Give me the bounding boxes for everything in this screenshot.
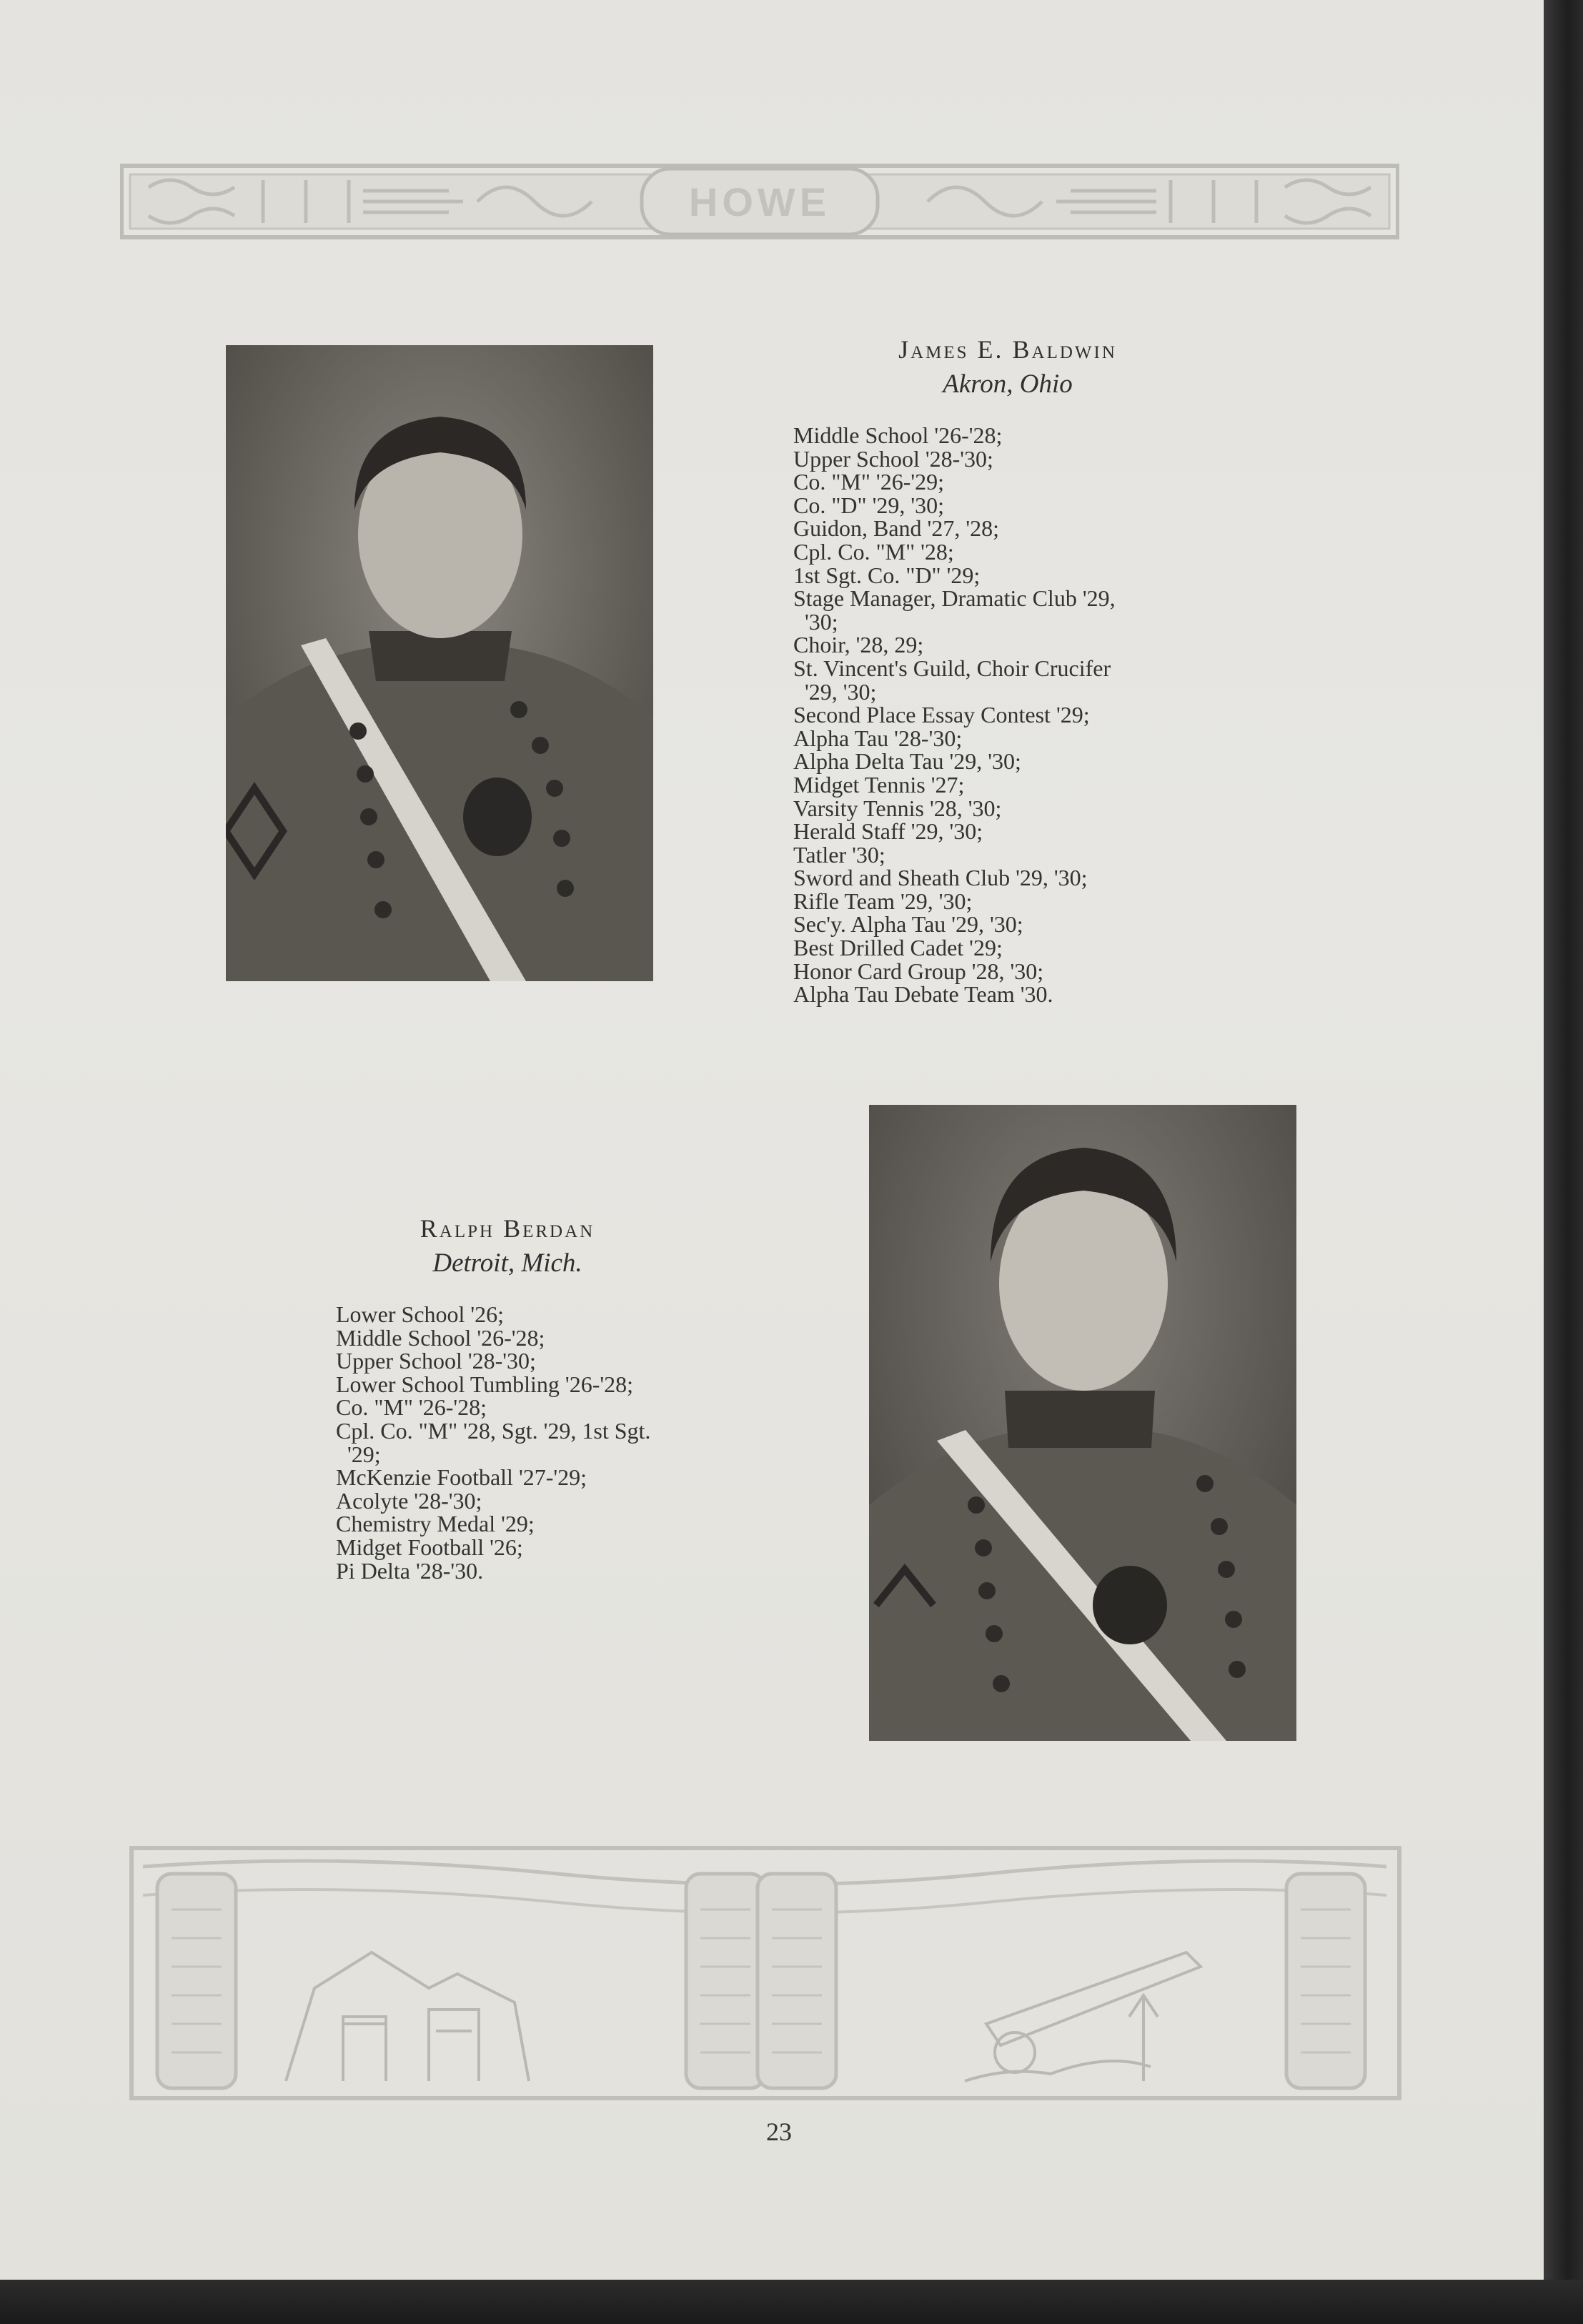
activity-item: Lower School Tumbling '26-'28;	[336, 1371, 633, 1397]
activity-item: '29;	[336, 1441, 381, 1467]
activity-item: Honor Card Group '28, '30;	[793, 958, 1044, 984]
entry-baldwin	[793, 334, 1294, 1006]
entry-berdan	[336, 1213, 793, 1582]
activity-item: Pi Delta '28-'30.	[336, 1557, 484, 1584]
activity-item: Co. "M" '26-'29;	[793, 469, 944, 495]
activity-item: Sword and Sheath Club '29, '30;	[793, 865, 1088, 891]
student-name: James E. Baldwin	[898, 335, 1117, 364]
activity-item: McKenzie Football '27-'29;	[336, 1464, 587, 1491]
activity-item: 1st Sgt. Co. "D" '29;	[793, 562, 981, 588]
activity-item: Alpha Tau '28-'30;	[793, 725, 963, 751]
scan-edge-bottom	[0, 2280, 1583, 2324]
activity-item: Second Place Essay Contest '29;	[793, 702, 1090, 728]
activity-item: Acolyte '28-'30;	[336, 1487, 482, 1514]
activity-item: Best Drilled Cadet '29;	[793, 935, 1003, 961]
page-number: 23	[766, 2117, 792, 2146]
activity-item: Stage Manager, Dramatic Club '29,	[793, 585, 1116, 612]
activity-item: Middle School '26-'28;	[793, 422, 1003, 448]
student-hometown: Detroit, Mich.	[432, 1248, 582, 1278]
activity-item: Middle School '26-'28;	[336, 1324, 545, 1351]
activity-item: Alpha Delta Tau '29, '30;	[793, 748, 1021, 775]
activity-item: '30;	[793, 608, 838, 635]
activity-item: Cpl. Co. "M" '28;	[793, 538, 954, 565]
activity-item: Varsity Tennis '28, '30;	[793, 795, 1002, 821]
activity-item: Rifle Team '29, '30;	[793, 888, 973, 914]
activity-item: Upper School '28-'30;	[793, 445, 993, 472]
activity-item: Midget Football '26;	[336, 1534, 523, 1560]
activity-list	[336, 1303, 793, 1582]
footer-ornament	[129, 1845, 1402, 2101]
student-hometown: Akron, Ohio	[943, 369, 1073, 399]
activity-item: Herald Staff '29, '30;	[793, 818, 983, 845]
activity-item: Alpha Tau Debate Team '30.	[793, 981, 1053, 1008]
portrait-photo-berdan	[869, 1105, 1296, 1741]
activity-item: Cpl. Co. "M" '28, Sgt. '29, 1st Sgt.	[336, 1417, 651, 1444]
header-banner-text: HOWE	[688, 179, 831, 224]
activity-item: Co. "M" '26-'28;	[336, 1394, 487, 1421]
activity-item: Co. "D" '29, '30;	[793, 492, 944, 518]
activity-item: Midget Tennis '27;	[793, 771, 965, 798]
activity-item: St. Vincent's Guild, Choir Crucifer	[793, 655, 1111, 681]
activity-item: Choir, '28, 29;	[793, 632, 924, 658]
scan-edge-right	[1544, 0, 1583, 2324]
activity-item: Tatler '30;	[793, 841, 885, 868]
activity-item: Lower School '26;	[336, 1301, 505, 1327]
activity-item: '29, '30;	[793, 678, 877, 705]
activity-item: Sec'y. Alpha Tau '29, '30;	[793, 911, 1023, 938]
activity-list	[793, 424, 1294, 1006]
activity-item: Upper School '28-'30;	[336, 1348, 536, 1374]
activity-item: Guidon, Band '27, '28;	[793, 515, 999, 542]
student-name: Ralph Berdan	[420, 1214, 595, 1243]
portrait-photo-baldwin	[226, 345, 653, 981]
activity-item: Chemistry Medal '29;	[336, 1511, 535, 1537]
